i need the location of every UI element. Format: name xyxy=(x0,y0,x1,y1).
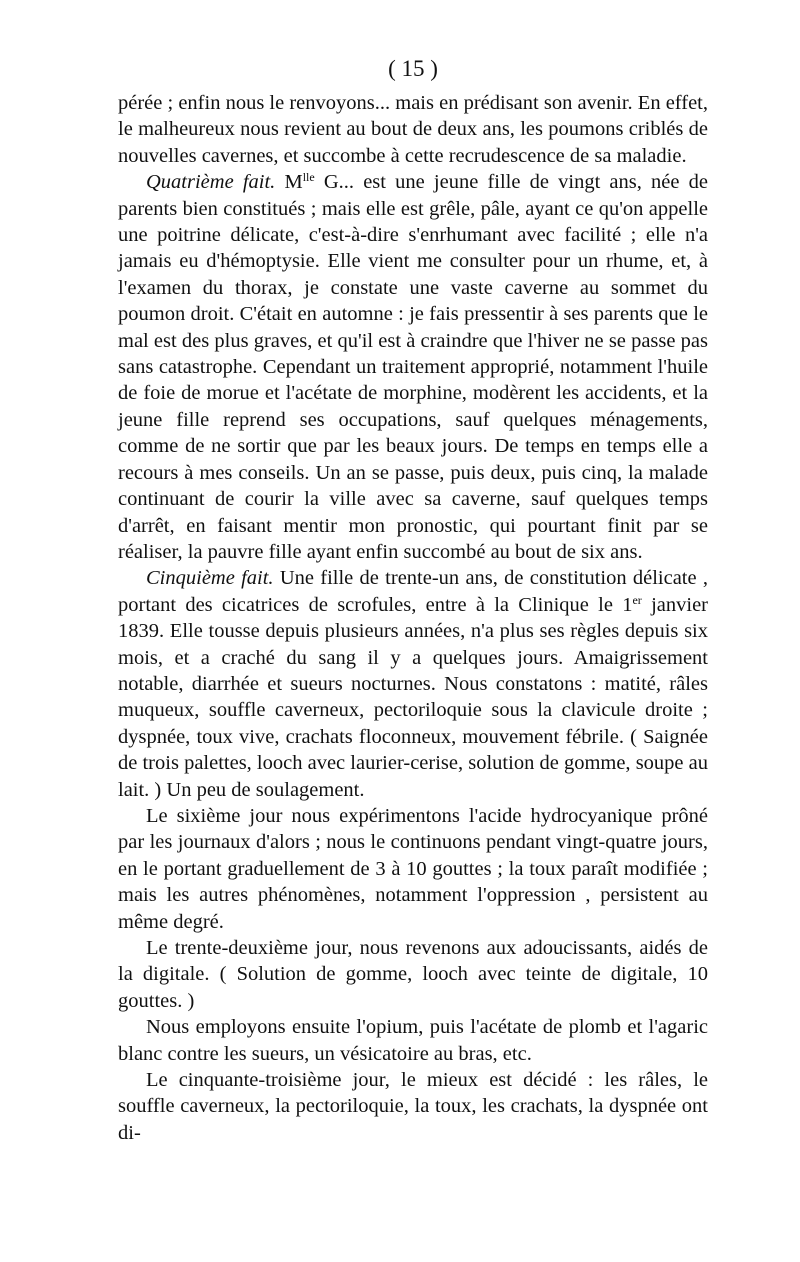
superscript: er xyxy=(632,592,642,607)
page-number: ( 15 ) xyxy=(388,56,438,81)
paragraph-text: pérée ; enfin nous le renvoyons... mais en prédisant son avenir. En effet, le malheureux nous revient au bout de deux ans, les poumons criblés de nouvelles cavernes, et succombe à cette recrudescence de sa maladie. xyxy=(118,92,708,167)
paragraph-text: M xyxy=(275,171,303,194)
paragraph-fifty-third-day xyxy=(118,1067,708,1146)
paragraph-text: G... est une jeune fille de vingt ans, née de parents bien constitués ; mais elle est grêle, pâle, ayant ce qu'on appelle une poitrine délicate, c'est-à-dire s'enrhumant avec facilité ; elle n'a jamais eu d'hémoptysie. Elle vient me consulter pour un rhume, et, à l'examen du thorax, je constate une vaste caverne au sommet du poumon droit. C'était en automne : je fais pressentir à ses parents que le mal est des plus graves, et qu'il est à craindre que l'hiver ne se passe pas sans catastrophe. Cependant un traitement approprié, notamment l'huile de foie de morue et l'acétate de morphine, modèrent les accidents, et la jeune fille reprend ses occupations, sauf quelques ménagements, comme de ne sortir que par les beaux jours. De temps en temps elle a recours à mes conseils. Un an se passe, puis deux, puis cinq, la malade continuant de courir la ville avec sa caverne, sauf quelques temps d'arrêt, en faisant mentir mon pronostic, qui pourtant finit par se réaliser, la pauvre fille ayant enfin succombé au bout de six ans. xyxy=(118,171,708,563)
paragraph-text: Le trente-deuxième jour, nous revenons aux adoucissants, aidés de la digitale. ( Solution de gomme, looch avec teinte de digitale, 10 gouttes. ) xyxy=(118,937,708,1012)
paragraph-text: Nous employons ensuite l'opium, puis l'acétate de plomb et l'agaric blanc contre les sueurs, un vésicatoire au bras, etc. xyxy=(118,1016,708,1065)
book-page xyxy=(118,52,708,1146)
paragraph-text: Le sixième jour nous expérimentons l'acide hydrocyanique prôné par les journaux d'alors ; nous le continuons pendant vingt-quatre jours, en le portant graduellement de 3 à 10 gouttes ; la toux paraît modifiée ; mais les autres phénomènes, notamment l'oppression , persistent au même degré. xyxy=(118,804,708,933)
case-title: Quatrième fait. xyxy=(146,171,276,194)
paragraph-fourth-case xyxy=(118,169,708,565)
paragraph-thirty-second-day xyxy=(118,935,708,1014)
paragraph-continuation xyxy=(118,90,708,169)
superscript: lle xyxy=(302,170,315,185)
paragraph-text: Le cinquante-troisième jour, le mieux est décidé : les râles, le souffle caverneux, la pectoriloquie, la toux, les crachats, la dyspnée ont di- xyxy=(118,1069,708,1144)
paragraph-text: janvier 1839. Elle tousse depuis plusieurs années, n'a plus ses règles depuis six mois, et a craché du sang il y a quelques jours. Amaigrissement notable, diarrhée et sueurs nocturnes. Nous constatons : matité, râles muqueux, souffle caverneux, pectoriloquie sous la clavicule droite ; dyspnée, toux vive, crachats floconneux, mouvement fébrile. ( Saignée de trois palettes, looch avec laurier-cerise, solution de gomme, soupe au lait. ) Un peu de soulagement. xyxy=(118,593,708,801)
paragraph-fifth-case xyxy=(118,565,708,803)
paragraph-text: Une fille de trente-un ans, de constitution délicate , portant des cicatrices de scrofules, entre à la Clinique le 1 xyxy=(118,567,709,616)
paragraph-sixth-day xyxy=(118,803,708,935)
case-title: Cinquième fait. xyxy=(146,567,274,590)
paragraph-opium xyxy=(118,1014,708,1067)
